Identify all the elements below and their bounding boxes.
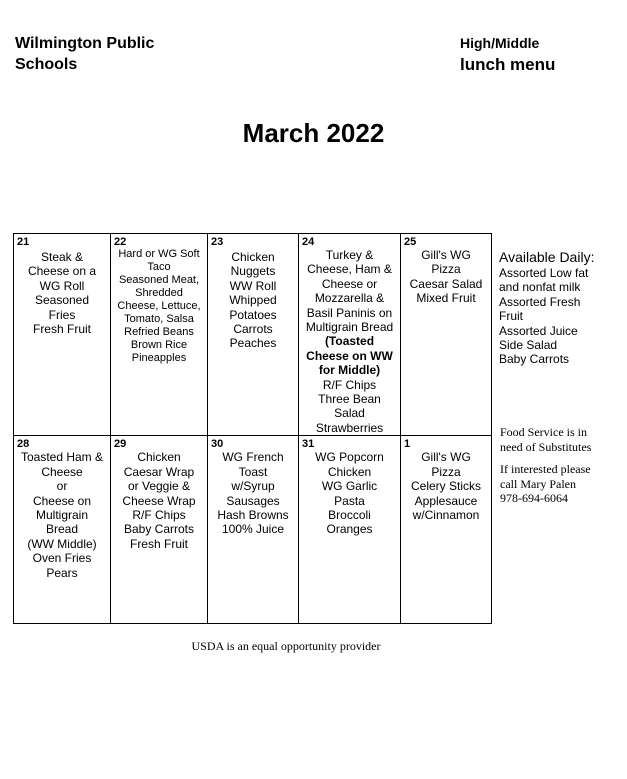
week-row-1 <box>14 234 492 436</box>
school-name-line2: Schools <box>15 56 78 73</box>
notice-line: call Mary Palen <box>500 476 576 491</box>
menu-item: Taco <box>147 261 171 273</box>
menu-item: Gill's WG <box>421 248 471 262</box>
available-item: Assorted Low fat <box>499 266 589 280</box>
day-cell-29 <box>111 436 208 624</box>
day-number: 21 <box>17 236 30 248</box>
menu-item: Cheese, Ham & <box>307 262 392 277</box>
day-menu <box>14 436 110 580</box>
menu-item: Chicken <box>327 464 372 479</box>
menu-item: Nuggets <box>230 264 276 279</box>
menu-item: Cheese <box>41 464 83 479</box>
day-number: 24 <box>302 236 315 248</box>
day-cell-22 <box>111 234 208 436</box>
school-name <box>15 33 215 75</box>
menu-item: Steak & <box>40 250 84 264</box>
menu-item: Hard or WG Soft <box>118 248 200 260</box>
menu-item: or Veggie & <box>127 479 191 494</box>
menu-item: WG French <box>222 450 284 465</box>
menu-item: Toasted Ham & <box>20 450 104 465</box>
menu-item: Celery Sticks <box>410 479 481 494</box>
menu-item: Pizza <box>431 262 461 277</box>
available-item: Assorted Juice <box>499 323 578 338</box>
menu-item: w/Syrup <box>231 479 275 494</box>
menu-item: Turkey & <box>325 248 374 262</box>
menu-item: Seasoned <box>34 293 90 308</box>
available-item: Fruit <box>499 309 523 324</box>
menu-item: Shredded <box>135 287 183 299</box>
menu-item: Refried Beans <box>124 326 194 338</box>
menu-item: Strawberries <box>315 420 384 435</box>
available-item: and nonfat milk <box>499 280 581 295</box>
day-number: 29 <box>114 438 127 451</box>
menu-title-line2: lunch menu <box>460 55 556 74</box>
day-menu <box>208 234 298 351</box>
menu-item: Fresh Fruit <box>32 322 91 337</box>
menu-item: Cheese or <box>321 276 378 291</box>
menu-item: or <box>56 479 68 494</box>
menu-item: Pears <box>46 565 78 580</box>
menu-item: Hash Browns <box>217 507 289 522</box>
notice-line: Food Service is in <box>500 425 587 439</box>
menu-item: Fresh Fruit <box>129 536 188 551</box>
menu-item: (Toasted <box>324 334 375 349</box>
menu-item: Chicken <box>231 250 275 264</box>
day-menu <box>111 234 207 365</box>
menu-item: Cheese on <box>32 493 92 508</box>
available-item: Side Salad <box>499 338 558 353</box>
menu-item: Mozzarella & <box>314 291 385 306</box>
notice-line: need of Substitutes <box>500 439 592 454</box>
day-number: 1 <box>404 438 411 451</box>
menu-item: Whipped <box>229 293 277 308</box>
day-number: 28 <box>17 438 30 451</box>
available-daily <box>499 249 594 367</box>
menu-item: Pizza <box>431 464 461 479</box>
menu-item: Bread <box>45 522 79 537</box>
available-item: Assorted Fresh <box>499 294 581 309</box>
menu-item: Oven Fries <box>32 551 92 566</box>
menu-item: Applesauce <box>414 493 478 508</box>
available-item: Baby Carrots <box>499 352 570 367</box>
menu-item: WG Garlic <box>321 479 378 494</box>
menu-item: Cheese, Lettuce, <box>117 300 201 312</box>
day-menu <box>401 436 491 522</box>
menu-item: R/F Chips <box>132 507 186 522</box>
notice-phone: 978-694-6064 <box>500 491 568 505</box>
menu-item: Broccoli <box>328 507 371 522</box>
menu-item: WG Popcorn <box>315 450 384 465</box>
menu-item: WW Roll <box>229 278 277 293</box>
menu-item: for Middle) <box>318 363 381 378</box>
menu-item: Caesar Wrap <box>123 464 195 479</box>
menu-item: Fries <box>48 307 76 322</box>
menu-item: Caesar Salad <box>409 276 483 291</box>
menu-item: Multigrain <box>35 507 89 522</box>
menu-item: Three Bean <box>318 392 381 407</box>
day-cell-28 <box>14 436 111 624</box>
menu-title <box>460 33 620 75</box>
day-menu <box>111 436 207 551</box>
menu-item: Cheese on a <box>27 264 97 279</box>
menu-item: Basil Paninis on <box>306 305 393 320</box>
menu-item: Oranges <box>326 522 373 537</box>
day-cell-23 <box>208 234 299 436</box>
day-cell-21 <box>14 234 111 436</box>
menu-item: WG Roll <box>39 278 85 293</box>
notice-line: If interested please <box>500 462 591 476</box>
menu-item: Sausages <box>226 493 280 508</box>
day-cell-31 <box>299 436 401 624</box>
menu-title-line1: High/Middle <box>460 35 540 51</box>
menu-item: Seasoned Meat, <box>118 274 200 286</box>
menu-item: Cheese Wrap <box>122 493 196 508</box>
menu-item: Pineapples <box>131 352 187 364</box>
school-name-line1: Wilmington Public <box>15 35 155 52</box>
menu-calendar <box>13 233 492 624</box>
day-number: 31 <box>302 438 315 451</box>
menu-item: Baby Carrots <box>123 522 195 537</box>
week-row-2 <box>14 436 492 624</box>
menu-item: Pasta <box>334 493 365 508</box>
menu-item: Chicken <box>137 450 181 465</box>
menu-item: Salad <box>334 406 365 421</box>
menu-item: Gill's WG <box>421 450 471 465</box>
usda-footer: USDA is an equal opportunity provider <box>191 639 381 653</box>
menu-item: Brown Rice <box>130 339 188 351</box>
available-daily-heading: Available Daily: <box>499 249 595 265</box>
menu-item: Potatoes <box>229 307 277 322</box>
month-title: March 2022 <box>242 118 385 148</box>
menu-item: w/Cinnamon <box>412 507 480 522</box>
menu-item: Tomato, Salsa <box>124 313 194 325</box>
menu-item: (WW Middle) <box>27 536 97 551</box>
day-cell-25 <box>401 234 492 436</box>
day-number: 23 <box>211 236 224 248</box>
day-menu <box>299 234 400 435</box>
day-cell-30 <box>208 436 299 624</box>
menu-item: Carrots <box>233 322 273 337</box>
menu-item: Multigrain Bread <box>305 320 394 335</box>
day-cell-24 <box>299 234 401 436</box>
day-cell-1 <box>401 436 492 624</box>
menu-item: Mixed Fruit <box>416 291 476 306</box>
menu-item: 100% Juice <box>221 522 285 537</box>
menu-item: R/F Chips <box>322 377 377 392</box>
day-number: 25 <box>404 236 417 248</box>
menu-item: Toast <box>238 464 268 479</box>
substitute-notice <box>500 425 591 506</box>
day-number: 22 <box>114 236 127 248</box>
day-number: 30 <box>211 438 224 451</box>
menu-item: Peaches <box>229 336 277 351</box>
menu-item: Cheese on WW <box>306 348 393 363</box>
